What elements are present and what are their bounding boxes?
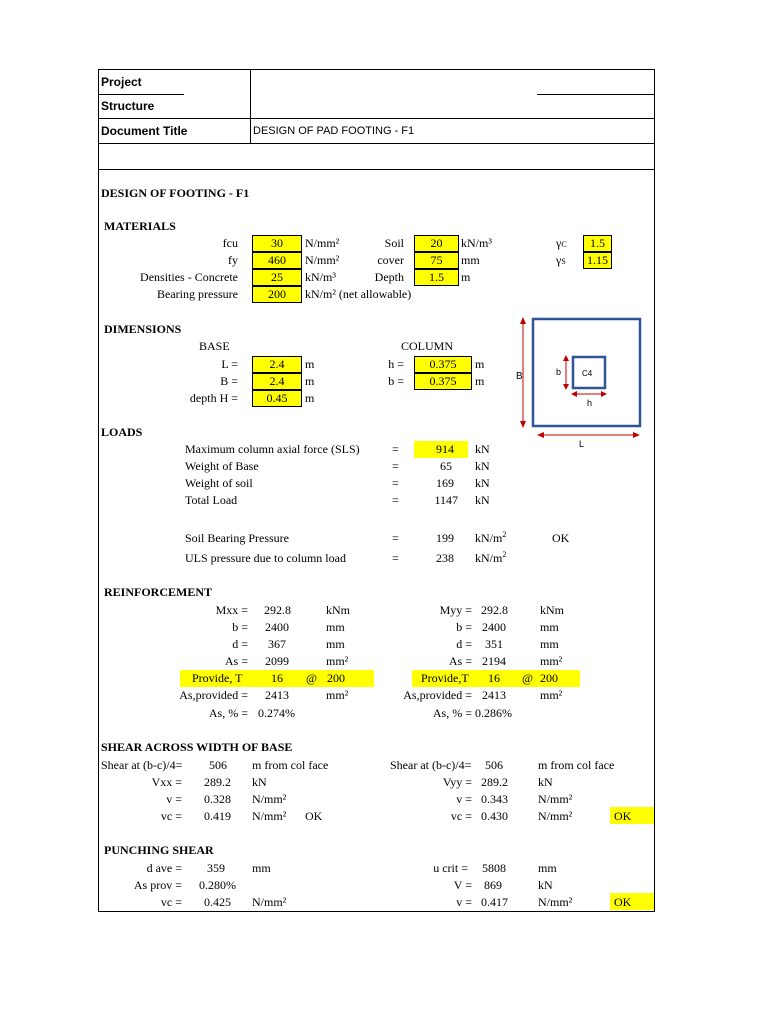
vc-left-label: vc = [160, 809, 182, 823]
document-title-label: Document Title [101, 124, 188, 138]
reinforcement-title: REINFORCEMENT [104, 585, 213, 599]
provide-left-bar: 16 [271, 671, 283, 685]
materials-title: MATERIALS [104, 219, 176, 233]
mxx-value: 292.8 [264, 603, 291, 617]
load-row-unit: kN [475, 493, 490, 507]
uls-value: 238 [436, 551, 454, 565]
arrow-head [520, 317, 526, 324]
vc-left-value: 0.419 [204, 809, 231, 823]
load-row-label: Weight of soil [185, 476, 253, 490]
shear-title: SHEAR ACROSS WIDTH OF BASE [101, 740, 293, 754]
asp-left-value: 2413 [265, 688, 289, 702]
shear-right-at-value: 506 [485, 758, 503, 772]
divider [537, 94, 655, 95]
pct-right-value: 0.286% [475, 706, 512, 720]
bearing-value[interactable]: 200 [252, 286, 302, 303]
h-value[interactable]: 0.375 [414, 356, 472, 373]
vxx-value: 289.2 [204, 775, 231, 789]
ucrit-label: u crit = [433, 861, 468, 875]
density-unit: kN/m³ [305, 270, 336, 284]
L-unit: m [305, 357, 315, 371]
shear-right-ok: OK [614, 809, 632, 823]
sbp-value: 199 [436, 531, 454, 545]
v-right-value: 0.343 [481, 792, 508, 806]
asp-right-unit: mm² [540, 688, 563, 702]
loads-title: LOADS [101, 425, 143, 439]
divider [98, 143, 655, 144]
column-label: COLUMN [401, 339, 454, 353]
ucrit-unit: mm [538, 861, 557, 875]
arrow-head [537, 432, 544, 438]
fy-label: fy [228, 253, 238, 267]
myy-label: Myy = [439, 603, 472, 617]
as-left-label: As = [224, 654, 248, 668]
asprov-value: 0.280% [199, 878, 236, 892]
v-left-label: v = [166, 792, 182, 806]
vc-left-unit: N/mm² [252, 809, 287, 823]
arrow-head [571, 391, 577, 397]
provide-right-at: @ [522, 671, 534, 685]
H-value[interactable]: 0.45 [252, 390, 302, 407]
d-right-unit: mm [540, 637, 559, 651]
v-punch-label: v = [456, 895, 472, 909]
punching-ok: OK [614, 895, 632, 909]
sbp-unit-text: kN/m [475, 531, 503, 545]
v-punch-value: 0.417 [481, 895, 508, 909]
arrow-head [563, 355, 569, 361]
gamma-s-sub: S [561, 257, 566, 266]
load-row-value: 65 [440, 459, 452, 473]
depth-label: Depth [374, 270, 404, 284]
density-value[interactable]: 25 [252, 269, 302, 286]
b-right-unit: mm [540, 620, 559, 634]
myy-unit: kNm [540, 603, 564, 617]
b-label: b = [388, 374, 404, 388]
sbp-ok: OK [552, 531, 570, 545]
B-value[interactable]: 2.4 [252, 373, 302, 390]
sbp-label: Soil Bearing Pressure [185, 531, 289, 545]
h-label: h = [388, 357, 404, 371]
sbp-unit-sup: 2 [502, 530, 507, 539]
dave-unit: mm [252, 861, 271, 875]
d-left-unit: mm [326, 637, 345, 651]
b-right-value: 2400 [482, 620, 506, 634]
vyy-label: Vyy = [442, 775, 472, 789]
soil-unit: kN/m³ [461, 236, 492, 250]
as-left-unit: mm² [326, 654, 349, 668]
sbp-eq: = [392, 531, 399, 545]
uls-unit [475, 551, 506, 565]
h-unit: m [475, 357, 485, 371]
vxx-label: Vxx = [151, 775, 182, 789]
arrow-head [633, 432, 640, 438]
load-row-unit: kN [475, 459, 490, 473]
B-unit: m [305, 374, 315, 388]
d-right-value: 351 [485, 637, 503, 651]
vc-punch-unit: N/mm² [252, 895, 287, 909]
load-row-unit: kN [475, 442, 490, 456]
v-right-unit: N/mm² [538, 792, 573, 806]
load-row-eq: = [392, 493, 399, 507]
provide-right-label: Provide,T [421, 671, 469, 685]
V-punch-label: V = [453, 878, 472, 892]
load-row-unit: kN [475, 476, 490, 490]
bearing-unit: kN/m² (net allowable) [305, 287, 412, 301]
arrow-head [601, 391, 607, 397]
b-value[interactable]: 0.375 [414, 373, 472, 390]
gamma-s-value[interactable]: 1.15 [583, 252, 612, 269]
vc-right-label: vc = [450, 809, 472, 823]
b-unit: m [475, 374, 485, 388]
load-row-value: 1147 [434, 493, 458, 507]
b-left-unit: mm [326, 620, 345, 634]
structure-label: Structure [101, 99, 155, 113]
H-label: depth H = [189, 391, 238, 405]
cover-unit: mm [461, 253, 480, 267]
load-row-eq: = [392, 442, 399, 456]
uls-unit-text: kN/m [475, 551, 503, 565]
v-right-label: v = [456, 792, 472, 806]
vyy-unit: kN [538, 775, 553, 789]
footing-plan-diagram [505, 312, 655, 452]
diagram-b-label: b [556, 367, 562, 377]
fcu-label: fcu [222, 236, 238, 250]
divider [98, 118, 655, 119]
shear-left-at-label: Shear at (b-c)/4= [101, 758, 183, 772]
diagram-L-label: L [579, 439, 585, 449]
gamma-s-label: γS [556, 253, 566, 267]
depth-unit: m [461, 270, 471, 284]
document-title-value: DESIGN OF PAD FOOTING - F1 [253, 125, 415, 137]
densities-label: Densities - Concrete [140, 270, 238, 284]
V-punch-unit: kN [538, 878, 553, 892]
load-row-label: Total Load [185, 493, 238, 507]
pct-left-value: 0.274% [258, 706, 295, 720]
arrow-head [520, 421, 526, 428]
mxx-label: Mxx = [215, 603, 248, 617]
asprov-label: As prov = [133, 878, 182, 892]
vc-punch-value: 0.425 [204, 895, 231, 909]
uls-eq: = [392, 551, 399, 565]
pct-right-label: As, % = [432, 706, 472, 720]
d-right-label: d = [456, 637, 472, 651]
dimensions-title: DIMENSIONS [104, 322, 182, 336]
arrow-head [563, 384, 569, 390]
cover-label: cover [377, 253, 404, 267]
fy-value[interactable]: 460 [252, 252, 302, 269]
B-label: B = [220, 374, 238, 388]
dave-label: d ave = [146, 861, 182, 875]
fcu-unit: N/mm² [305, 236, 340, 250]
vxx-unit: kN [252, 775, 267, 789]
shear-left-ok: OK [305, 809, 323, 823]
uls-unit-sup: 2 [502, 550, 507, 559]
gamma-c-value[interactable]: 1.5 [583, 235, 612, 252]
diagram-B-label: B [516, 371, 523, 382]
diagram-column-label: C4 [582, 369, 593, 378]
ucrit-value: 5808 [482, 861, 506, 875]
provide-left-label: Provide, T [192, 671, 243, 685]
b-left-label: b = [232, 620, 248, 634]
provide-right-spacing: 200 [540, 671, 558, 685]
soil-value[interactable]: 20 [414, 235, 459, 252]
asp-left-label: As,provided = [179, 688, 248, 702]
bearing-label: Bearing pressure [157, 287, 238, 301]
v-left-value: 0.328 [204, 792, 231, 806]
depth-value[interactable]: 1.5 [414, 269, 459, 286]
vyy-value: 289.2 [481, 775, 508, 789]
vc-punch-label: vc = [160, 895, 182, 909]
section-title: DESIGN OF FOOTING - F1 [101, 186, 250, 200]
load-row-value: 914 [436, 442, 454, 456]
H-unit: m [305, 391, 315, 405]
gamma-c-sub: C [561, 240, 567, 249]
load-row-label: Weight of Base [185, 459, 259, 473]
as-right-unit: mm² [540, 654, 563, 668]
b-right-label: b = [456, 620, 472, 634]
v-punch-unit: N/mm² [538, 895, 573, 909]
project-label: Project [101, 75, 142, 89]
base-label: BASE [199, 339, 230, 353]
mxx-unit: kNm [326, 603, 350, 617]
shear-right-at-unit: m from col face [538, 758, 615, 772]
divider [250, 69, 251, 143]
fcu-value[interactable]: 30 [252, 235, 302, 252]
shear-left-at-value: 506 [209, 758, 227, 772]
divider [98, 169, 655, 170]
d-left-label: d = [232, 637, 248, 651]
as-right-label: As = [448, 654, 472, 668]
load-row-label: Maximum column axial force (SLS) [185, 442, 360, 456]
asp-right-value: 2413 [482, 688, 506, 702]
provide-right-bar: 16 [488, 671, 500, 685]
L-value[interactable]: 2.4 [252, 356, 302, 373]
V-punch-value: 869 [484, 878, 502, 892]
asp-right-label: As,provided = [403, 688, 472, 702]
punching-title: PUNCHING SHEAR [104, 843, 214, 857]
fy-unit: N/mm² [305, 253, 340, 267]
d-left-value: 367 [268, 637, 286, 651]
gamma-c-label: γC [556, 236, 567, 250]
myy-value: 292.8 [481, 603, 508, 617]
as-left-value: 2099 [265, 654, 289, 668]
shear-right-at-label: Shear at (b-c)/4= [390, 758, 472, 772]
diagram-h-label: h [587, 398, 593, 408]
shear-left-at-unit: m from col face [252, 758, 329, 772]
provide-left-at: @ [306, 671, 318, 685]
load-row-eq: = [392, 459, 399, 473]
asp-left-unit: mm² [326, 688, 349, 702]
load-row-value: 169 [436, 476, 454, 490]
uls-label: ULS pressure due to column load [185, 551, 346, 565]
soil-label: Soil [384, 236, 404, 250]
b-left-value: 2400 [265, 620, 289, 634]
L-label: L = [221, 357, 238, 371]
provide-left-spacing: 200 [327, 671, 345, 685]
divider [98, 94, 184, 95]
cover-value[interactable]: 75 [414, 252, 459, 269]
vc-right-unit: N/mm² [538, 809, 573, 823]
pct-left-label: As, % = [208, 706, 248, 720]
vc-right-value: 0.430 [481, 809, 508, 823]
as-right-value: 2194 [482, 654, 506, 668]
sbp-unit [475, 531, 506, 545]
dave-value: 359 [207, 861, 225, 875]
load-row-eq: = [392, 476, 399, 490]
v-left-unit: N/mm² [252, 792, 287, 806]
